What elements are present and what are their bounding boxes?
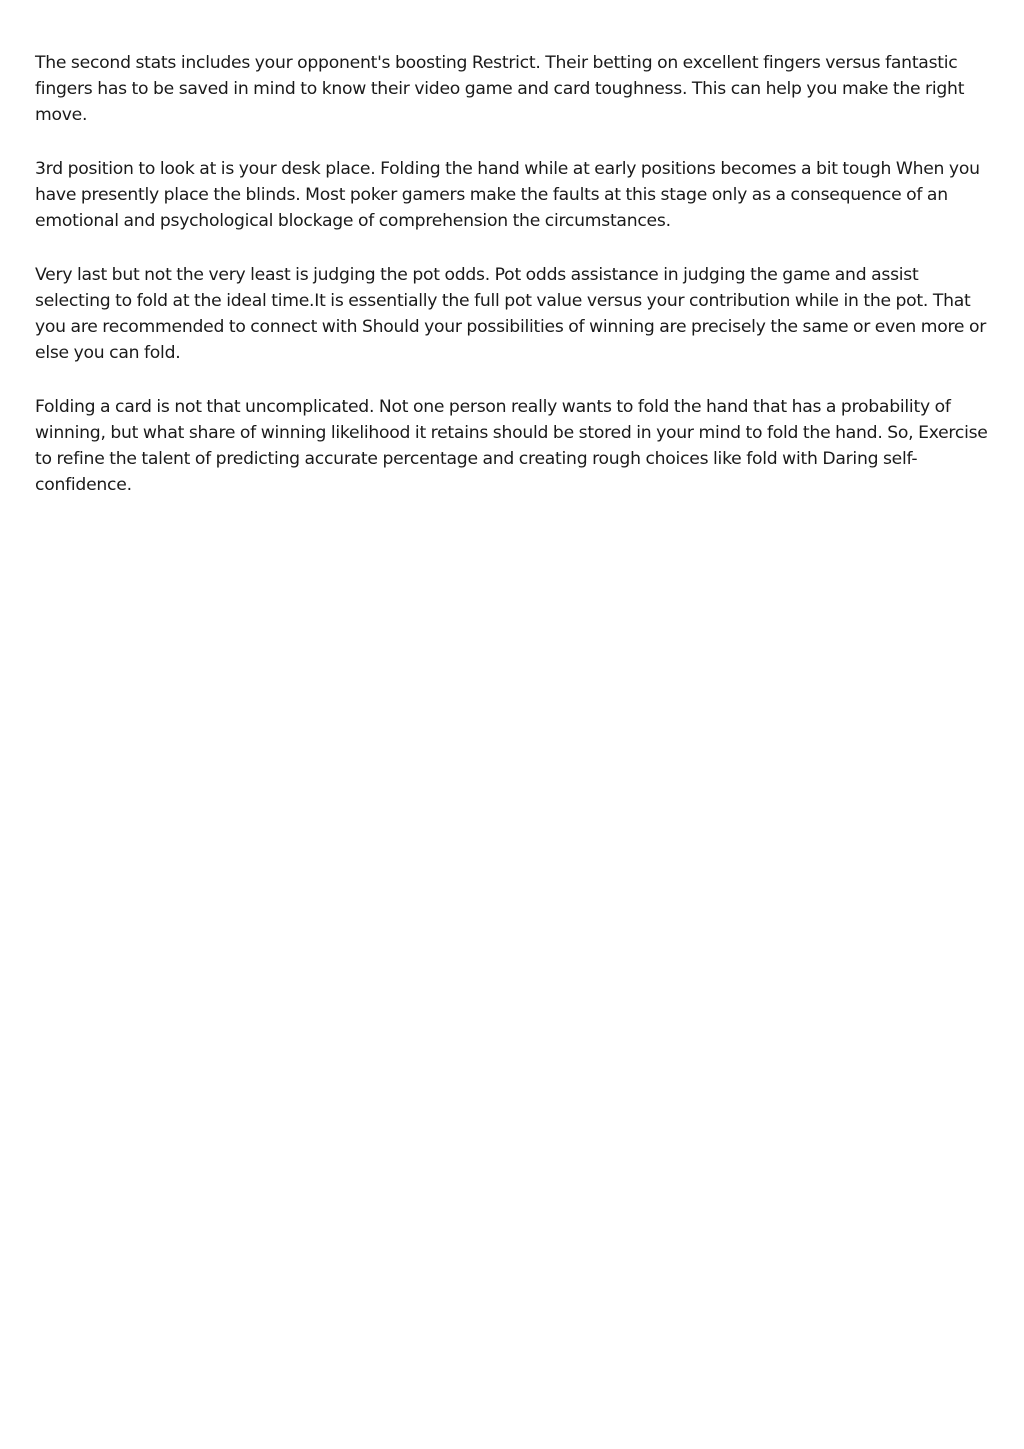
paragraph-table-position: 3rd position to look at is your desk place. Folding the hand while at early positions becomes a bit tough When you have presently place the blinds. Most poker gamers make the faults at this stage only as a consequence of an emotional and psychological blockage of comprehension the circumstances. (35, 159, 980, 231)
paragraph-opponent-stats: The second stats includes your opponent's boosting Restrict. Their betting on excellent fingers versus fantastic fingers has to be saved in mind to know their video game and card toughness. This can help you make the right move. (35, 53, 965, 125)
paragraph-pot-odds: Very last but not the very least is judging the pot odds. Pot odds assistance in judging the game and assist selecting to fold at the ideal time.It is essentially the full pot value versus your contribution while in the pot. That you are recommended to connect with Should your possibilities of winning are precisely the same or even more or else you can fold. (35, 265, 987, 363)
document-body (35, 50, 995, 526)
paragraph-folding-conclusion: Folding a card is not that uncomplicated. Not one person really wants to fold the hand that has a probability of winning, but what share of winning likelihood it retains should be stored in your mind to fold the hand. So, Exercise to refine the talent of predicting accurate percentage and creating rough choices like fold with Daring self-confidence. (35, 397, 988, 495)
